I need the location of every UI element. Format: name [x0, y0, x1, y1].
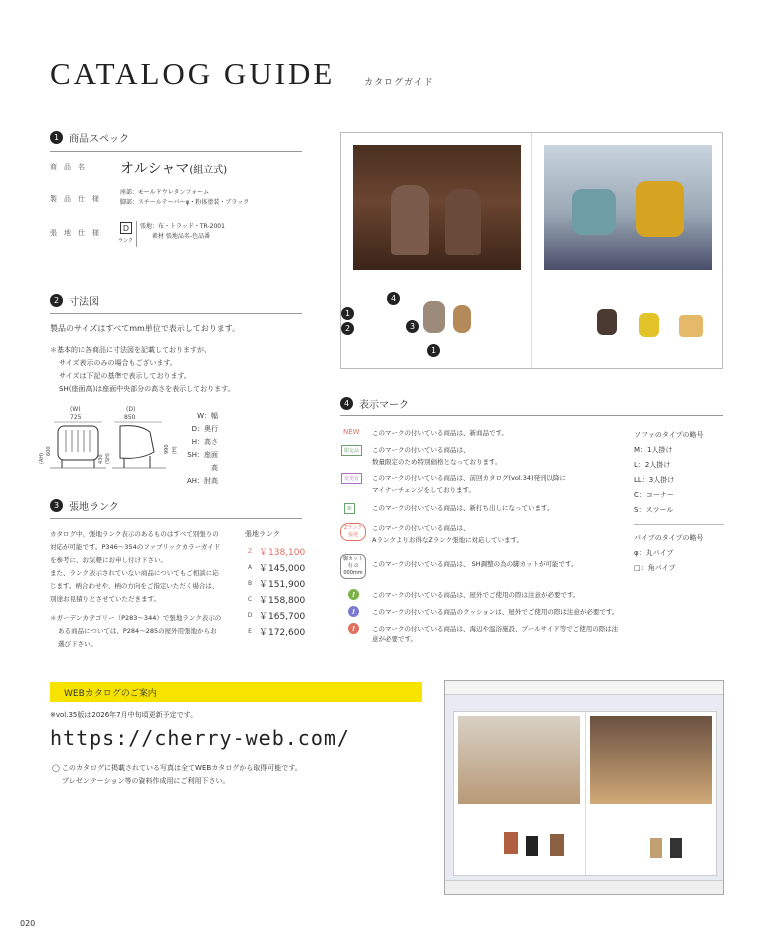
price-title: 張地ランク	[245, 530, 280, 538]
mark-changed: 変更有	[341, 473, 362, 484]
price-rank: B	[247, 579, 253, 587]
note-line: ＊基本的に各商品に寸法図を記載しておりますが、	[50, 346, 211, 354]
price-rank: Z	[247, 547, 253, 555]
chair-shape	[636, 181, 684, 237]
price-row	[245, 591, 305, 607]
mark-desc-line: このマークの付いている商品は、	[372, 524, 470, 532]
callout-2: 2	[341, 322, 354, 335]
text-line: カタログ中、張地ランク表示のあるものはすべて別張りの	[50, 530, 219, 538]
chair-thumb	[679, 315, 703, 337]
dim-h-value: 990	[164, 444, 170, 454]
callout-3: 3	[406, 320, 419, 333]
price-row	[245, 559, 305, 575]
icon-desc: このマークの付いている商品は、屋外でご使用の際は注意が必要です。	[372, 591, 580, 599]
dim-w-value: 725	[70, 414, 82, 421]
sec4-number: 4	[340, 397, 353, 410]
spec-label-name: 商 品 名	[50, 163, 85, 171]
spec-line: 脚部：スチールテーパーφ・粉体塗装・ブラック	[120, 199, 250, 206]
chair-shape	[391, 185, 429, 255]
divider	[50, 313, 302, 314]
sec4-title: 表示マーク	[359, 400, 409, 411]
mark-desc-line: マイナーチェンジをしております。	[372, 486, 475, 494]
product-photo-lounge	[353, 145, 521, 270]
spec-line: 張地：布・トラッド・TR-2001	[140, 223, 225, 230]
abbrev-item: L：2人掛け	[634, 461, 671, 469]
web-banner: WEBカタログのご案内	[50, 682, 422, 702]
legend-item: AH：肘高	[186, 477, 218, 485]
abbrev-item: M：1人掛け	[634, 446, 673, 454]
callout-4: 4	[387, 292, 400, 305]
abbrev-item: S：スツール	[634, 506, 674, 514]
chair-thumb	[597, 309, 617, 335]
sec2-notes	[50, 344, 235, 396]
rank-box: D	[120, 222, 132, 234]
legend-item: W：幅	[197, 412, 218, 420]
text-line: 別途お見積りとさせていただきます。	[50, 595, 160, 603]
text-line: を参考に、お気軽にお申し付け下さい。	[50, 556, 167, 564]
sec3-number: 3	[50, 499, 63, 512]
price-rank: E	[248, 627, 252, 635]
browser-footer	[445, 880, 723, 894]
price-value: ￥158,800	[259, 595, 306, 606]
mark-z-rank: Zランク張地	[340, 523, 366, 541]
abbrev-legend	[634, 428, 724, 576]
sec3-title: 張地ランク	[69, 502, 119, 513]
dim-legend	[182, 410, 218, 488]
dimension-diagram	[40, 402, 180, 477]
spec-fabric-value	[140, 222, 225, 242]
web-update-note: ※vol.35版は2026年7月中旬頃更新予定です。	[50, 711, 198, 719]
divider	[340, 415, 723, 416]
note-line: サイズは下記の基準で表示しております。	[59, 372, 191, 380]
legend-item: H：高さ	[191, 438, 218, 446]
web-url-link[interactable]: https://cherry-web.com/	[50, 726, 350, 750]
mark-desc: このマークの付いている商品は、 SH調整の為の脚カットが可能です。	[372, 560, 578, 568]
viewer-chair-thumb	[526, 836, 538, 856]
sec1-title: 商品スペック	[69, 134, 129, 145]
info-line: ◯ このカタログに掲載されている写真は全てWEBカタログから取得可能です。	[52, 764, 302, 772]
chair-thumb	[639, 313, 659, 337]
catalog-spread-sample	[340, 132, 723, 369]
price-row	[245, 623, 305, 639]
text-line: ある商品については、P284〜285の屋外用張地からお	[58, 627, 217, 635]
viewer-chair-thumb	[504, 832, 518, 854]
callout-1b: 1	[427, 344, 440, 357]
spec-product-value	[120, 188, 249, 208]
sec3-text	[50, 528, 248, 651]
info-line: プレゼンテーション等の資料作成用にご利用下さい。	[62, 777, 230, 785]
dim-h-label: (H)	[172, 446, 178, 454]
mark-leg-cut: 脚カット有 ∅ 000mm	[340, 554, 366, 579]
mark-desc-line: このマークの付いている商品は、前回カタログ(vol.34)発刊以降に	[372, 474, 567, 482]
sec2-title: 寸法図	[69, 297, 99, 308]
product-name-sub: (組立式)	[189, 165, 228, 176]
mark-desc-line: Aランクよりお得なZランク張地に対応しています。	[372, 536, 524, 544]
abbrev-item: C：コーナー	[634, 491, 674, 499]
text-line: 選び下さい。	[58, 640, 97, 648]
chair-thumb	[453, 305, 471, 333]
sec3-heading	[50, 498, 119, 513]
product-name	[120, 158, 227, 178]
text-line: 対応が可能です。P346〜354のファブリックカラーガイド	[50, 543, 221, 551]
abbrev-item: LL：3人掛け	[634, 476, 675, 484]
page-number: 020	[20, 919, 36, 928]
abbrev-item: □：角パイプ	[634, 564, 676, 572]
sec2-heading	[50, 293, 99, 308]
mark-desc	[372, 522, 523, 546]
callout-1: 1	[341, 307, 354, 320]
viewer-chair-thumb	[650, 838, 662, 858]
page-gutter	[531, 133, 532, 368]
price-value: ￥151,900	[259, 579, 306, 590]
divider	[136, 221, 137, 247]
viewer-photo-right	[590, 716, 712, 804]
legend-item: SH：座面高	[187, 451, 218, 472]
spec-label-product: 製 品 仕 様	[50, 195, 99, 203]
page-title: CATALOG GUIDE	[50, 56, 336, 91]
mark-limited: 限定品	[341, 445, 362, 456]
sec1-heading	[50, 130, 129, 145]
price-rank: D	[247, 611, 253, 619]
text-line: また、ランク表示されていない商品についてもご相談に応	[50, 569, 219, 577]
web-catalog-screenshot	[444, 680, 724, 895]
mark-new: NEW	[343, 428, 360, 436]
spec-label-fabric: 張 地 仕 様	[50, 229, 99, 237]
sec2-lead: 製品のサイズはすべてmm単位で表示しております。	[50, 324, 241, 333]
text-line: ＊ガーデンカテゴリー（P283〜344）で張地ランク表示の	[50, 614, 222, 622]
price-row	[245, 543, 305, 559]
dim-w-label: (W)	[70, 406, 81, 413]
price-row	[245, 607, 305, 623]
mark-desc: このマークの付いている商品は、新商品です。	[372, 429, 508, 437]
catalog-viewer	[453, 711, 717, 876]
mark-desc-line: このマークの付いている商品は、	[372, 446, 470, 454]
viewer-chair-thumb	[670, 838, 682, 858]
mark-desc: このマークの付いている商品は、新打ち出しになっています。	[372, 504, 554, 512]
dim-sh-label: (SH)	[105, 453, 111, 464]
abbrev-title: パイプのタイプの略号	[634, 534, 704, 542]
browser-toolbar	[445, 681, 723, 695]
mark-desc	[372, 444, 501, 468]
dim-d-label: (D)	[126, 406, 136, 413]
divider	[50, 518, 302, 519]
mark-new-design: 新	[344, 503, 355, 514]
viewer-chair-thumb	[550, 834, 564, 856]
rank-caption: ランク	[118, 238, 133, 244]
outdoor-caution-icon: !	[348, 589, 359, 600]
text-line: じます。柄合わせや、柄の方向をご指定いただく場合は、	[50, 582, 219, 590]
divider	[50, 151, 302, 152]
chair-thumb	[423, 301, 445, 333]
product-name-main: オルシャマ	[120, 161, 190, 177]
dim-ah-value: 600	[46, 446, 52, 456]
divider	[634, 524, 724, 525]
cushion-caution-icon: !	[348, 606, 359, 617]
seaside-caution-icon: !	[348, 623, 359, 634]
page-subtitle: カタログガイド	[364, 78, 434, 88]
price-value: ￥145,000	[259, 563, 306, 574]
legend-item: D：奥行	[191, 425, 218, 433]
price-row	[245, 575, 305, 591]
viewer-photo-left	[458, 716, 580, 804]
price-rank: A	[247, 563, 253, 571]
note-line: SH(座面高)は座面中央部分の高さを表示しております。	[59, 385, 235, 393]
dim-d-value: 850	[124, 414, 136, 421]
sec1-number: 1	[50, 131, 63, 144]
price-value: ￥138,100	[259, 547, 306, 558]
abbrev-item: φ：丸パイプ	[634, 549, 674, 557]
mark-desc	[372, 472, 566, 496]
sec4-heading	[340, 396, 409, 411]
dim-ah-label: (AH)	[39, 452, 45, 464]
price-rank: C	[247, 595, 253, 603]
price-value: ￥172,600	[259, 627, 306, 638]
chair-shape	[445, 189, 481, 255]
spec-line: 座部：モールドウレタンフォーム	[120, 189, 210, 196]
icon-desc: このマークの付いている商品のクッションは、屋外でご使用の際は注意が必要です。	[372, 608, 619, 616]
product-photo-office	[544, 145, 712, 270]
chair-shape	[572, 189, 616, 235]
mark-desc-line: 数量限定のため特別価格となっております。	[372, 458, 502, 466]
sec2-number: 2	[50, 294, 63, 307]
web-info	[52, 762, 302, 788]
note-line: サイズ表示のみの場合もございます。	[59, 359, 177, 367]
price-value: ￥165,700	[259, 611, 306, 622]
viewer-gutter	[585, 712, 586, 875]
price-list	[245, 543, 305, 639]
spec-line: 素材 張地品名-色品番	[152, 233, 211, 240]
abbrev-title: ソファのタイプの略号	[634, 431, 704, 439]
icon-desc: このマークの付いている商品は、海辺や温浴施設、プールサイド等でご使用の際は注意が必要です。	[372, 625, 619, 643]
dim-sh-value: 430	[98, 454, 104, 464]
